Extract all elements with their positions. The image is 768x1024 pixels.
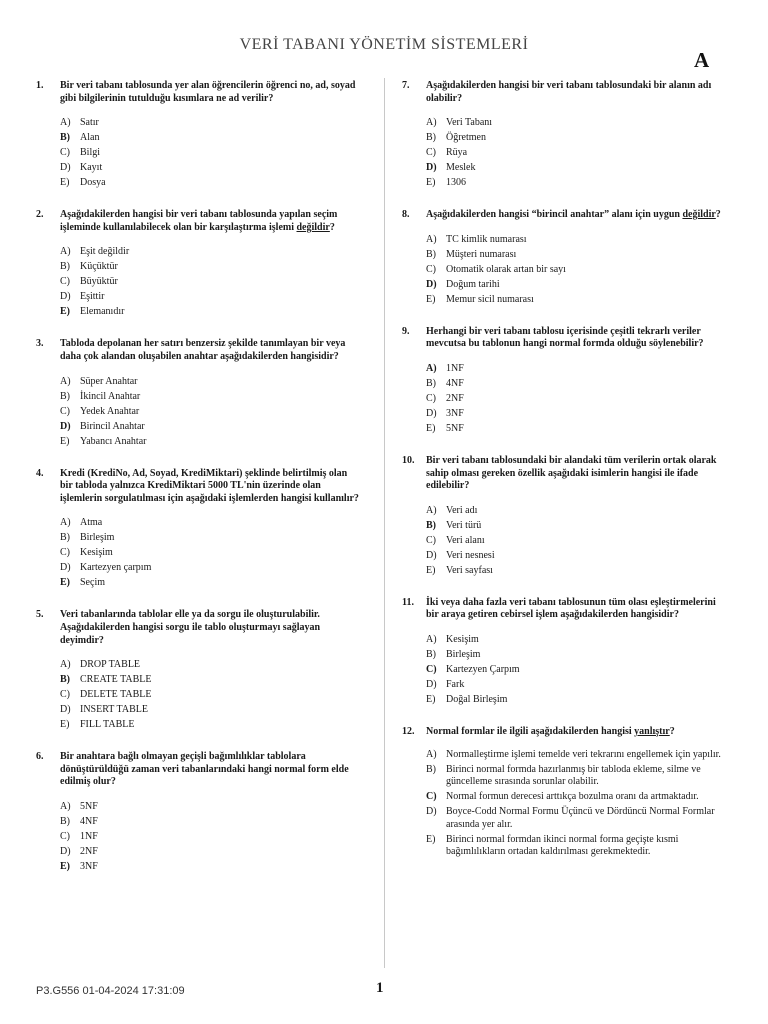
option-letter: C) — [426, 263, 436, 275]
option-text: Memur sicil numarası — [446, 293, 534, 305]
option-letter: D) — [426, 407, 437, 419]
option-text: Fark — [446, 678, 465, 690]
question-number: 11. — [402, 596, 414, 608]
option-text: Veri alanı — [446, 534, 485, 546]
answer-option — [426, 406, 728, 421]
answer-option — [60, 657, 362, 672]
question-4 — [36, 468, 362, 591]
question-text-part: Aşağıdakilerden hangisi bir veri tabanı tablosunda yapılan seçim işleminde kullanılabilecek olan bir karşılaştırma işlemi — [60, 209, 338, 233]
option-letter: E) — [60, 719, 70, 731]
question-emphasis: değildir — [682, 209, 716, 221]
option-letter: C) — [426, 791, 437, 803]
option-letter: C) — [426, 147, 436, 159]
option-text: Doğal Birleşim — [446, 693, 508, 705]
answer-option — [60, 374, 362, 389]
option-text: Veri nesnesi — [446, 549, 495, 561]
question-12 — [402, 726, 728, 858]
option-text: Seçim — [80, 577, 105, 589]
answer-option — [426, 376, 728, 391]
question-text-part: ? — [329, 221, 335, 233]
option-text: DROP TABLE — [80, 659, 141, 671]
answer-option — [426, 548, 728, 563]
answer-option — [426, 160, 728, 175]
question-number: 7. — [402, 80, 410, 91]
option-text: Normal formun derecesi arttıkça bozulma oranı da artmaktadır. — [446, 791, 699, 803]
answer-option — [60, 515, 362, 530]
option-text: Eşittir — [80, 291, 105, 303]
answer-option — [426, 421, 728, 436]
answer-option — [426, 662, 728, 677]
question-7 — [402, 80, 728, 190]
question-number: 8. — [402, 209, 410, 221]
answer-option — [426, 292, 728, 307]
page-number: 1 — [376, 980, 384, 996]
option-text: Boyce-Codd Normal Formu Üçüncü ve Dördüncü Normal Formlar arasında yer alır. — [446, 806, 715, 830]
question-number: 2. — [36, 209, 44, 221]
question-1 — [36, 80, 362, 190]
option-letter: A) — [426, 633, 437, 645]
option-letter: E) — [60, 177, 70, 189]
option-letter: B) — [426, 248, 436, 260]
option-text: Eşit değildir — [80, 246, 130, 258]
question-text — [426, 209, 728, 222]
option-text: Müşteri numarası — [446, 248, 517, 260]
option-text: Veri Tabanı — [446, 117, 493, 129]
answer-option — [426, 677, 728, 692]
answer-option — [60, 814, 362, 829]
option-text: Kesişim — [446, 633, 479, 645]
answer-option — [60, 145, 362, 160]
question-number: 4. — [36, 467, 44, 479]
answer-option — [426, 533, 728, 548]
column-divider — [384, 78, 385, 968]
option-text: 2NF — [80, 845, 98, 857]
option-text: FILL TABLE — [80, 719, 135, 731]
answer-option — [426, 834, 728, 858]
answer-option — [426, 277, 728, 292]
option-text: 4NF — [80, 815, 98, 827]
answer-option — [60, 687, 362, 702]
question-text: Aşağıdakilerden hangisi bir veri tabanı tablosundaki bir alanın adı olabilir? — [426, 80, 712, 104]
option-text: 1NF — [446, 362, 464, 374]
option-letter: B) — [426, 763, 436, 775]
option-letter: A) — [60, 375, 71, 387]
right-column — [402, 80, 728, 877]
option-letter: E) — [60, 860, 70, 872]
answer-option — [60, 829, 362, 844]
option-text: Atma — [80, 517, 103, 529]
option-letter: A) — [426, 362, 437, 374]
option-letter: C) — [60, 689, 70, 701]
question-number: 1. — [36, 80, 44, 91]
option-text: İkincil Anahtar — [80, 390, 141, 402]
option-letter: E) — [426, 177, 436, 189]
answer-option — [60, 560, 362, 575]
option-text: Birinci normal formda hazırlanmış bir tabloda ekleme, silme ve güncelleme sırasında sorunlar olabilir. — [446, 763, 701, 787]
question-text-part: Aşağıdakilerden hangisi “birincil anahtar” alanı için uygun — [426, 209, 683, 221]
option-letter: A) — [60, 117, 71, 129]
page-title: VERİ TABANI YÖNETİM SİSTEMLERİ — [239, 36, 529, 53]
question-10 — [402, 455, 728, 578]
option-letter: C) — [60, 405, 70, 417]
answer-option — [426, 247, 728, 262]
answer-option — [60, 175, 362, 190]
option-letter: D) — [60, 162, 71, 174]
option-letter: E) — [426, 693, 436, 705]
booklet-type-label: A — [694, 48, 710, 72]
answer-option — [60, 702, 362, 717]
option-text: Veri türü — [446, 519, 482, 531]
answer-option — [60, 160, 362, 175]
option-letter: A) — [426, 504, 437, 516]
option-text: Yabancı Anahtar — [80, 435, 147, 447]
question-text: Bir anahtara bağlı olmayan geçişli bağımlılıklar tablolara dönüştürüldüğü zaman veri tabanlarındaki hangi normal form elde edilmiş olur? — [60, 751, 349, 788]
option-text: Kayıt — [80, 162, 103, 174]
option-text: 5NF — [80, 800, 98, 812]
option-text: Veri sayfası — [446, 564, 493, 576]
option-text: Birleşim — [446, 648, 481, 660]
question-text-part: ? — [669, 725, 675, 737]
option-letter: C) — [426, 534, 436, 546]
option-text: 3NF — [446, 407, 464, 419]
question-3 — [36, 338, 362, 448]
option-letter: E) — [426, 293, 436, 305]
option-letter: E) — [60, 577, 70, 589]
option-letter: E) — [60, 306, 70, 318]
option-letter: C) — [426, 392, 436, 404]
answer-option — [60, 859, 362, 874]
question-number: 5. — [36, 609, 44, 621]
option-letter: A) — [426, 233, 437, 245]
option-text: Birleşim — [80, 532, 115, 544]
answer-option — [60, 304, 362, 319]
question-text — [60, 209, 362, 234]
question-emphasis: değildir — [296, 221, 330, 233]
question-8 — [402, 209, 728, 307]
option-letter: D) — [60, 420, 71, 432]
option-text: 3NF — [80, 860, 98, 872]
answer-option — [60, 530, 362, 545]
question-text: Herhangi bir veri tabanı tablosu içerisinde çeşitli tekrarlı veriler mevcutsa bu tablonun hangi normal formda olduğu söylenebilir? — [426, 325, 704, 350]
option-text: Kesişim — [80, 547, 113, 559]
option-text: Birincil Anahtar — [80, 420, 145, 432]
option-text: Otomatik olarak artan bir sayı — [446, 263, 566, 275]
answer-option — [426, 361, 728, 376]
option-letter: B) — [426, 648, 436, 660]
answer-option — [60, 115, 362, 130]
option-text: Kartezyen çarpım — [80, 562, 152, 574]
answer-option — [426, 232, 728, 247]
option-letter: B) — [426, 132, 436, 144]
answer-option — [60, 575, 362, 590]
answer-option — [60, 274, 362, 289]
question-text: Bir veri tabanı tablosundaki bir alandaki tüm verilerin ortak olarak sahip olması gereken özellik aşağıdaki isimlerin hangisi ile ifade edilebilir? — [426, 454, 717, 492]
option-text: 1NF — [80, 830, 98, 842]
answer-option — [426, 791, 728, 803]
option-text: Dosya — [80, 177, 106, 189]
answer-option — [426, 647, 728, 662]
question-5 — [36, 609, 362, 732]
option-letter: A) — [60, 659, 71, 671]
option-letter: D) — [60, 562, 71, 574]
option-text: Bilgi — [80, 147, 101, 159]
option-letter: B) — [60, 132, 70, 144]
question-text: Kredi (KrediNo, Ad, Soyad, KrediMiktari) şeklinde belirtilmiş olan bir tabloda yalnızca KrediMiktari 5000 TL'nin üzerinde olan işlemlerin sorgulatılması için aşağıdaki işlemlerden hangisi kullanılır? — [60, 467, 359, 504]
option-letter: D) — [60, 845, 71, 857]
option-letter: C) — [60, 830, 70, 842]
answer-option — [60, 244, 362, 259]
answer-option — [426, 115, 728, 130]
question-number: 3. — [36, 338, 44, 350]
left-column — [36, 80, 362, 893]
option-letter: C) — [60, 547, 70, 559]
question-11 — [402, 597, 728, 707]
option-text: DELETE TABLE — [80, 689, 152, 701]
question-number: 12. — [402, 725, 415, 737]
option-text: Küçüktür — [80, 261, 118, 273]
option-text: Alan — [80, 132, 100, 144]
answer-option — [426, 262, 728, 277]
answer-option — [426, 391, 728, 406]
option-letter: D) — [426, 162, 437, 174]
option-text: 2NF — [446, 392, 464, 404]
question-text: İki veya daha fazla veri tabanı tablosunun tüm olası eşleştirmelerini bir araya getiren cebirsel işlem aşağıdakilerden hangisidir? — [426, 596, 716, 621]
question-9 — [402, 326, 728, 436]
answer-option — [426, 563, 728, 578]
option-text: Veri adı — [446, 504, 478, 516]
option-letter: A) — [60, 246, 71, 258]
option-letter: A) — [60, 800, 71, 812]
option-text: 4NF — [446, 377, 464, 389]
answer-option — [60, 799, 362, 814]
footer-print-code: P3.G556 01-04-2024 17:31:09 — [36, 985, 185, 997]
answer-option — [426, 749, 728, 761]
option-text: Yedek Anahtar — [80, 405, 140, 417]
answer-option — [426, 503, 728, 518]
option-letter: C) — [60, 147, 70, 159]
option-letter: C) — [426, 663, 437, 675]
answer-option — [60, 130, 362, 145]
option-letter: D) — [426, 278, 437, 290]
option-letter: E) — [426, 564, 436, 576]
option-text: TC kimlik numarası — [446, 233, 527, 245]
question-number: 6. — [36, 751, 44, 763]
option-letter: B) — [426, 377, 436, 389]
option-letter: A) — [426, 748, 437, 760]
question-text — [426, 726, 728, 739]
answer-option — [60, 404, 362, 419]
question-2 — [36, 209, 362, 319]
option-text: 5NF — [446, 422, 464, 434]
question-text-part: Normal formlar ile ilgili aşağıdakilerden hangisi — [426, 725, 635, 737]
option-text: Elemanıdır — [80, 306, 125, 318]
option-text: Normalleştirme işlemi temelde veri tekrarını engellemek için yapılır. — [446, 748, 721, 760]
option-text: Öğretmen — [446, 132, 486, 144]
option-letter: E) — [426, 833, 436, 845]
option-letter: D) — [426, 549, 437, 561]
option-letter: D) — [426, 806, 437, 818]
option-letter: B) — [60, 674, 70, 686]
question-text-part: ? — [715, 209, 721, 221]
option-letter: A) — [60, 517, 71, 529]
answer-option — [426, 692, 728, 707]
question-number: 10. — [402, 454, 415, 466]
option-letter: E) — [60, 435, 70, 447]
answer-option — [60, 717, 362, 732]
answer-option — [426, 175, 728, 190]
answer-option — [426, 764, 728, 788]
answer-option — [60, 545, 362, 560]
question-emphasis: yanlıştır — [634, 725, 670, 737]
option-text: INSERT TABLE — [80, 704, 148, 716]
option-letter: E) — [426, 422, 436, 434]
option-text: Süper Anahtar — [80, 375, 138, 387]
option-text: Büyüktür — [80, 276, 118, 288]
option-text: 1306 — [446, 177, 466, 189]
option-text: CREATE TABLE — [80, 674, 152, 686]
option-text: Kartezyen Çarpım — [446, 663, 520, 675]
option-letter: A) — [426, 117, 437, 129]
answer-option — [426, 806, 728, 830]
option-letter: B) — [60, 261, 70, 273]
answer-option — [426, 632, 728, 647]
option-text: Meslek — [446, 162, 476, 174]
question-number: 9. — [402, 325, 410, 337]
option-letter: B) — [60, 390, 70, 402]
question-text: Bir veri tabanı tablosunda yer alan öğrencilerin öğrenci no, ad, soyad gibi bilgilerinin tutulduğu kısımlara ne ad verilir? — [60, 80, 356, 104]
answer-option — [60, 434, 362, 449]
option-letter: C) — [60, 276, 70, 288]
option-text: Satır — [80, 117, 99, 129]
question-6 — [36, 751, 362, 874]
answer-option — [60, 419, 362, 434]
option-text: Birinci normal formdan ikinci normal forma geçişte kısmi bağımlılıkların ortadan kaldırılması gerekmektedir. — [446, 833, 679, 857]
answer-option — [60, 844, 362, 859]
answer-option — [60, 672, 362, 687]
option-letter: D) — [60, 704, 71, 716]
option-letter: D) — [60, 291, 71, 303]
answer-option — [60, 389, 362, 404]
answer-option — [426, 145, 728, 160]
option-letter: B) — [60, 532, 70, 544]
option-letter: B) — [426, 519, 436, 531]
question-text: Veri tabanlarında tablolar elle ya da sorgu ile oluşturulabilir. Aşağıdakilerden hangisi sorgu ile tablo oluşturmayı sağlayan deyimdir? — [60, 609, 321, 646]
question-text: Tabloda depolanan her satırı benzersiz şekilde tanımlayan bir veya daha çok alandan oluşabilen anahtar aşağıdakilerden hangisidir? — [60, 338, 346, 362]
answer-option — [426, 518, 728, 533]
option-text: Rüya — [446, 147, 468, 159]
answer-option — [60, 259, 362, 274]
answer-option — [60, 289, 362, 304]
answer-option — [426, 130, 728, 145]
option-text: Doğum tarihi — [446, 278, 500, 290]
option-letter: D) — [426, 678, 437, 690]
option-letter: B) — [60, 815, 70, 827]
